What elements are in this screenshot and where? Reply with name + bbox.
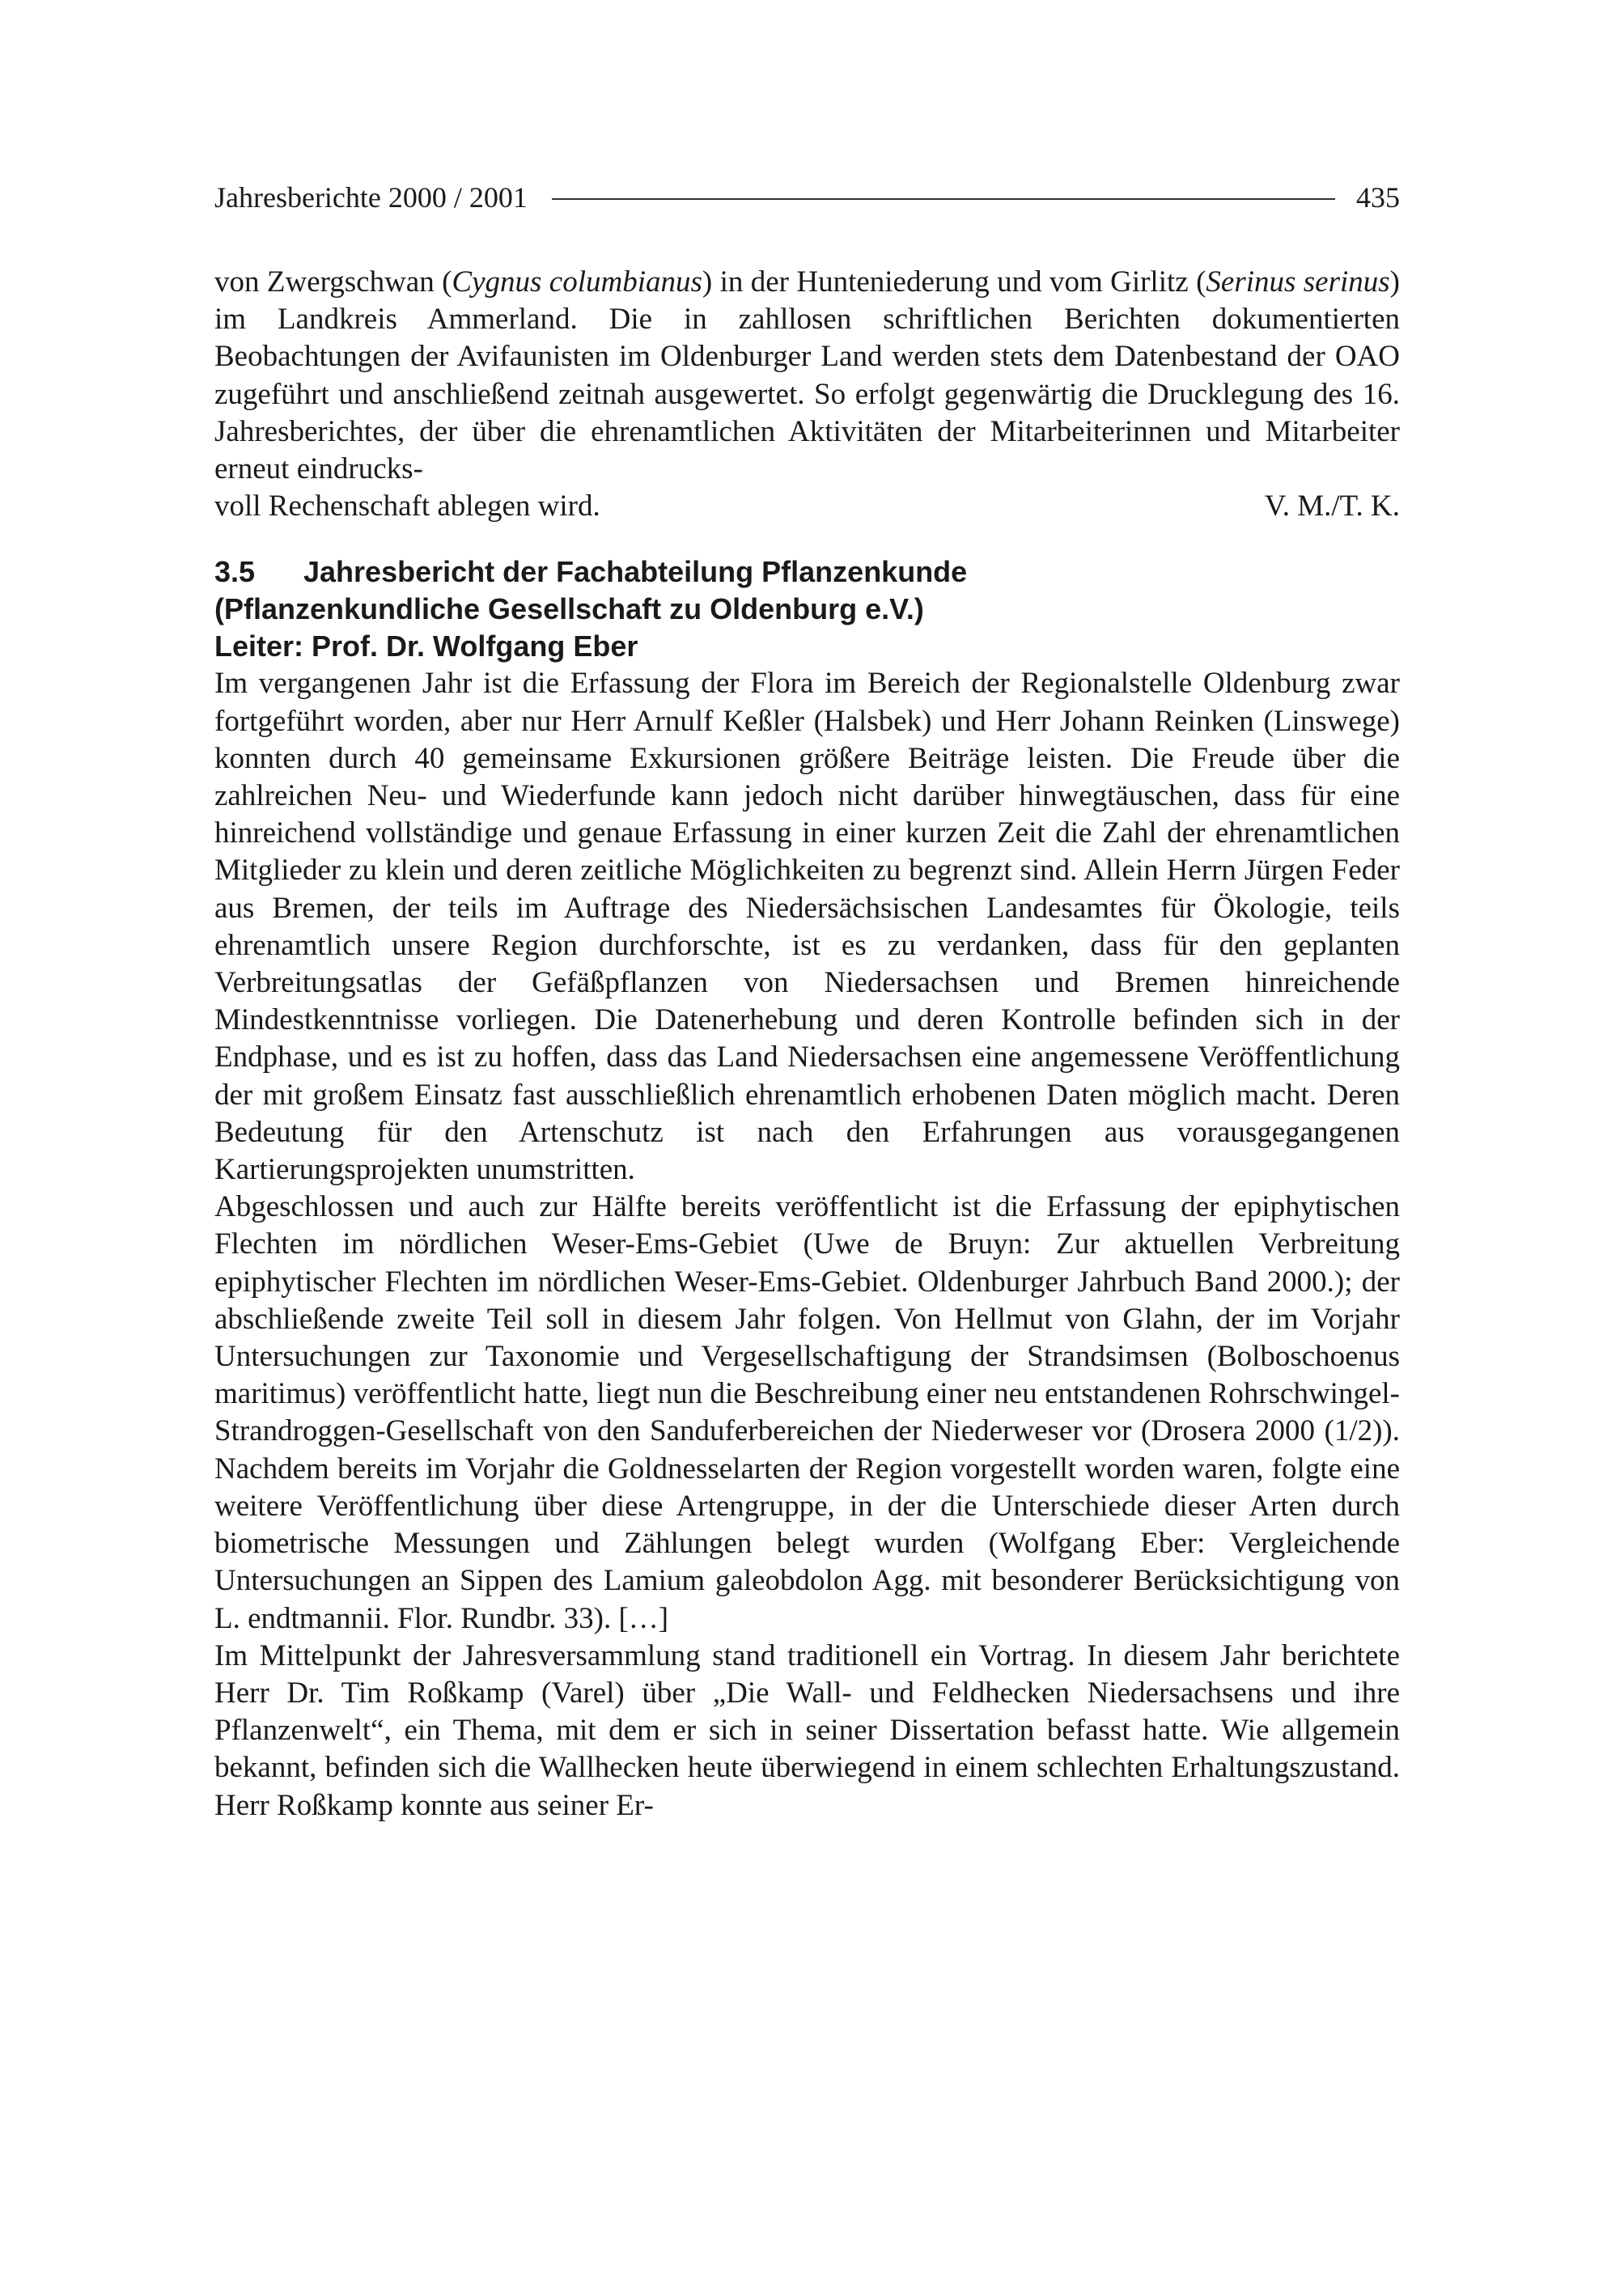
running-header (214, 175, 1400, 220)
paragraph-text: voll Rechenschaft ablegen wird. (214, 490, 600, 523)
header-rule (552, 198, 1335, 200)
section-heading (214, 553, 1400, 665)
section-number: 3.5 (214, 555, 256, 589)
paragraph-bird-report (214, 264, 1400, 488)
page-number: 435 (1356, 181, 1400, 214)
paragraph-text: ) im Landkreis Ammerland. Die in zahllosen schriftlichen Berichten dokumentierten Beobachtungen der Avifaunisten im Oldenburger Land werden stets dem Datenbestand der OAO zugeführt und anschließend zeitnah ausgewertet. So erfolgt gegenwärtig die Drucklegung des 16. Jahresberichtes, der über die ehrenamtlichen Aktivitäten der Mitarbeiterinnen und Mitarbeiter erneut eindrucks- (214, 265, 1400, 486)
species-name: Serinus serinus (1206, 265, 1390, 299)
page-body (214, 264, 1400, 1825)
species-name: Cygnus columbianus (452, 265, 702, 299)
paragraph-text: ) in der Hunteniederung und vom Girlitz ( (702, 265, 1206, 299)
paragraph-publications: Abgeschlossen und auch zur Hälfte bereits veröffentlicht ist die Erfassung der epiphytischen Flechten im nördlichen Weser-Ems-Gebiet (Uwe de Bruyn: Zur aktuellen Verbreitung epiphytischer Flechten im nördlichen Weser-Ems-Gebiet. Oldenburger Jahrbuch Band 2000.); der abschließende zweite Teil soll in diesem Jahr folgen. Von Hellmut von Glahn, der im Vorjahr Untersuchungen zur Taxonomie und Vergesellschaftigung der Strandsimsen (Bolboschoenus maritimus) veröffentlicht hatte, liegt nun die Beschreibung einer neu entstandenen Rohrschwingel-Strandroggen-Gesellschaft von den Sanduferbereichen der Niederweser vor (Drosera 2000 (1/2)). Nachdem bereits im Vorjahr die Goldnesselarten der Region vorgestellt worden waren, folgte eine weitere Veröffentlichung über diese Artengruppe, in der die Unterschiede dieser Arten durch biometrische Messungen und Zählungen belegt wurden (Wolfgang Eber: Vergleichende Untersuchungen an Sippen des Lamium galeobdolon Agg. mit besonderer Berücksichtigung von L. endtmannii. Flor. Rundbr. 33). […] (214, 1190, 1400, 1635)
section-leader: Leiter: Prof. Dr. Wolfgang Eber (214, 629, 638, 663)
paragraph-closing-line (214, 488, 1400, 525)
section-subtitle: (Pflanzenkundliche Gesellschaft zu Oldenburg e.V.) (214, 592, 924, 626)
section-title: Jahresbericht der Fachabteilung Pflanzenkunde (303, 555, 968, 589)
author-initials: V. M./T. K. (1264, 490, 1400, 523)
paragraph-flora-survey: Im vergangenen Jahr ist die Erfassung der Flora im Bereich der Regionalstelle Oldenburg zwar fortgeführt worden, aber nur Herr Arnulf Keßler (Halsbek) und Herr Johann Reinken (Linswege) konnten durch 40 gemeinsame Exkursionen größere Beiträge leisten. Die Freude über die zahlreichen Neu- und Wiederfunde kann jedoch nicht darüber hinwegtäuschen, dass für eine hinreichend vollständige und genaue Erfassung in einer kurzen Zeit die Zahl der ehrenamtlichen Mitglieder zu klein und deren zeitliche Möglichkeiten zu begrenzt sind. Allein Herrn Jürgen Feder aus Bremen, der teils im Auftrage des Niedersächsischen Landesamtes für Ökologie, teils ehrenamtlich unsere Region durchforschte, ist es zu verdanken, dass für den geplanten Verbreitungsatlas der Gefäßpflanzen von Niedersachsen und Bremen hinreichende Mindestkenntnisse vorliegen. Die Datenerhebung und deren Kontrolle befinden sich in der Endphase, und es ist zu hoffen, dass das Land Niedersachsen eine angemessene Veröffentlichung der mit großem Einsatz fast ausschließlich ehrenamtlich erhobenen Daten möglich macht. Deren Bedeutung für den Artenschutz ist nach den Erfahrungen aus vorausgegangenen Kartierungsprojekten unumstritten. (214, 667, 1400, 1187)
paragraph-annual-meeting: Im Mittelpunkt der Jahresversammlung stand traditionell ein Vortrag. In diesem Jahr berichtete Herr Dr. Tim Roßkamp (Varel) über „Die Wall- und Feldhecken Niedersachsens und ihre Pflanzenwelt“, ein Thema, mit dem er sich in seiner Dissertation befasst hatte. Wie allgemein bekannt, befinden sich die Wallhecken heute überwiegend in einem schlechten Erhaltungszustand. Herr Roßkamp konnte aus seiner Er- (214, 1638, 1400, 1822)
paragraph-text: von Zwergschwan ( (214, 265, 452, 299)
header-title: Jahresberichte 2000 / 2001 (214, 181, 528, 214)
